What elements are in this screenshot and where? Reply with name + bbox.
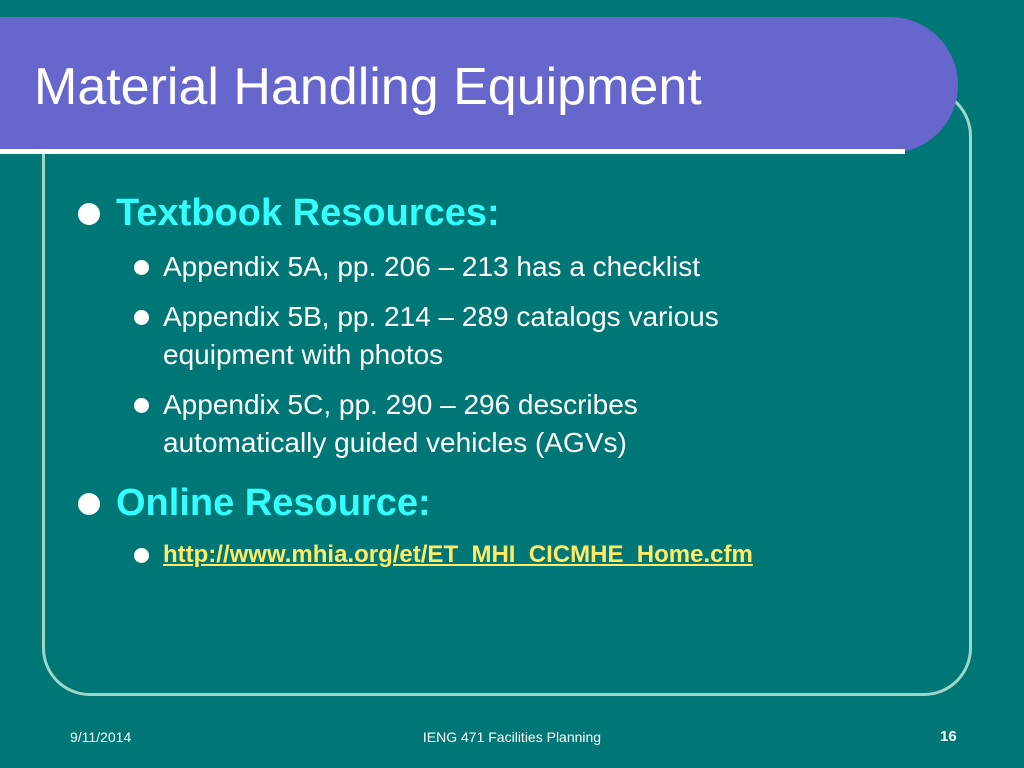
resource-link[interactable]: http://www.mhia.org/et/ET_MHI_CICMHE_Home.cfm [163,541,753,568]
list-item [134,386,878,462]
bullet-list [78,190,878,574]
bullet-dot-icon [134,310,149,325]
list-item [134,298,878,374]
list-item [134,536,878,574]
footer-date: 9/11/2014 [70,729,132,745]
title-underline [0,149,905,154]
bullet-dot-icon [134,260,149,275]
section-heading-textbook [78,190,878,236]
slide-title: Material Handling Equipment [34,58,702,116]
slide-number: 16 [940,728,957,745]
bullet-dot-icon [78,493,100,515]
footer-course-title: IENG 471 Facilities Planning [422,729,602,745]
list-item [134,248,878,286]
section-heading-label: Textbook Resources: [116,192,500,234]
bullet-dot-icon [134,548,149,563]
bullet-dot-icon [78,203,100,225]
list-item-text: Appendix 5B, pp. 214 – 289 catalogs various equipment with photos [163,301,719,370]
bullet-dot-icon [134,398,149,413]
title-bar [0,17,958,153]
section-heading-online [78,480,878,526]
section-heading-label: Online Resource: [116,482,431,524]
list-item-text: Appendix 5A, pp. 206 – 213 has a checklist [163,251,701,282]
list-item-text: Appendix 5C, pp. 290 – 296 describes automatically guided vehicles (AGVs) [163,389,638,458]
